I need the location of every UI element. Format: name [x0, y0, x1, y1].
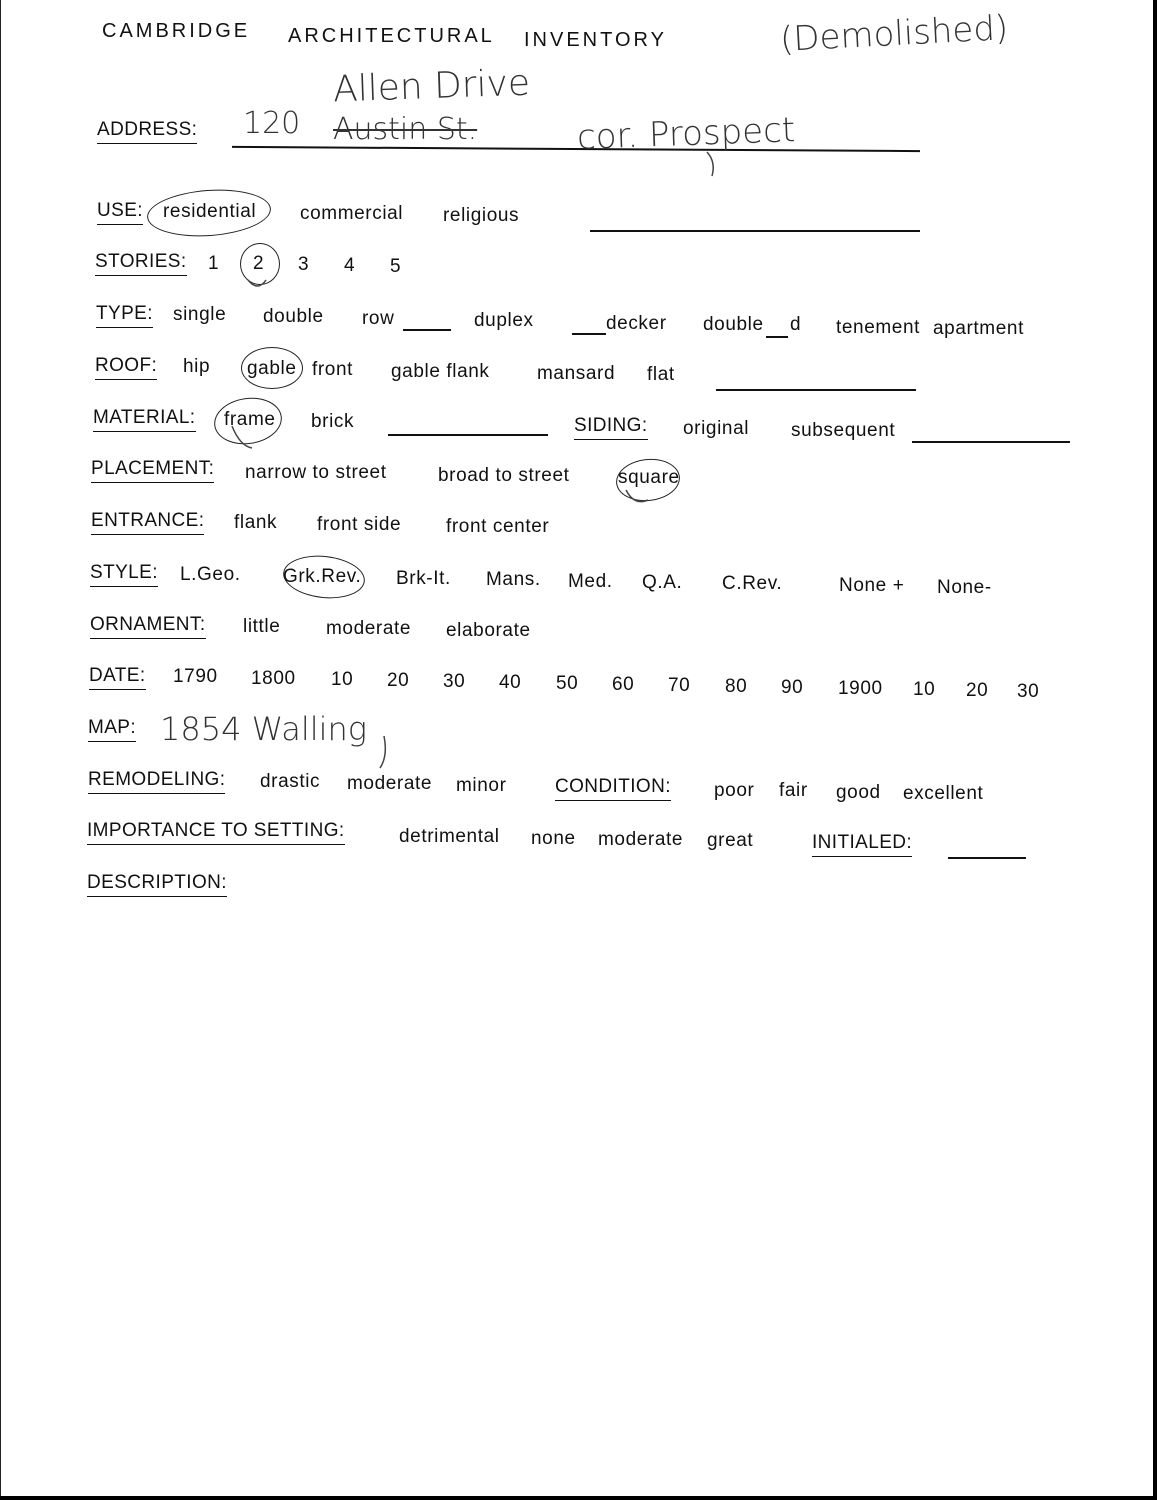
- use-option-religious: religious: [443, 205, 520, 226]
- use-option-commercial: commercial: [300, 203, 404, 224]
- stories-label: STORIES:: [95, 251, 187, 272]
- condition-label: CONDITION:: [555, 776, 671, 797]
- stories-option-3: 3: [298, 254, 310, 275]
- condition-option-poor: poor: [714, 780, 755, 801]
- initialed-label: INITIALED:: [812, 832, 913, 853]
- ornament-option-little: little: [243, 616, 281, 637]
- date-option-1810: 10: [331, 669, 354, 690]
- condition-option-excellent: excellent: [903, 783, 984, 804]
- date-option-1840: 40: [499, 672, 522, 693]
- remodeling-label: REMODELING:: [88, 769, 226, 790]
- address-number: 120: [243, 106, 301, 141]
- use-label: USE:: [97, 200, 143, 221]
- importance-option-none: none: [531, 828, 576, 849]
- siding-label: SIDING:: [574, 415, 648, 436]
- date-option-1890: 90: [781, 677, 804, 698]
- use-option-residential: residential: [163, 201, 257, 222]
- header-cambridge: CAMBRIDGE: [102, 20, 251, 42]
- importance-option-moderate: moderate: [598, 829, 684, 850]
- ornament-option-elaborate: elaborate: [446, 620, 531, 641]
- condition-option-good: good: [836, 782, 881, 803]
- style-option-qa: Q.A.: [642, 572, 683, 593]
- style-option-lgeo: L.Geo.: [180, 564, 241, 585]
- type-label: TYPE:: [96, 303, 153, 324]
- placement-option-square: square: [618, 467, 680, 488]
- date-option-1820: 20: [387, 670, 410, 691]
- date-option-1880: 80: [725, 676, 748, 697]
- roof-option-gable-flank: gable flank: [391, 361, 490, 382]
- date-option-1870: 70: [668, 675, 691, 696]
- type-option-tenement: tenement: [836, 317, 921, 338]
- date-option-1910: 10: [913, 679, 936, 700]
- date-option-1850: 50: [556, 673, 579, 694]
- ink-mark-walling-tail: [380, 736, 385, 768]
- page-edge-left: [0, 0, 1, 1500]
- type-option-apartment: apartment: [933, 318, 1024, 339]
- roof-option-mansard: mansard: [537, 363, 616, 384]
- stories-option-2: 2: [253, 253, 265, 274]
- roof-option-front: front: [312, 359, 354, 380]
- date-option-1860: 60: [612, 674, 635, 695]
- roof-other-line: [716, 389, 916, 391]
- remodeling-option-minor: minor: [456, 775, 507, 796]
- style-option-none-minus: None-: [937, 577, 992, 598]
- description-label: DESCRIPTION:: [87, 872, 227, 893]
- date-option-1920: 20: [966, 680, 989, 701]
- stories-option-4: 4: [344, 255, 356, 276]
- date-option-1930: 30: [1017, 681, 1040, 702]
- ornament-label: ORNAMENT:: [90, 614, 206, 635]
- roof-option-gable: gable: [247, 358, 297, 379]
- type-option-duplex: duplex: [474, 310, 534, 331]
- roof-label: ROOF:: [95, 355, 158, 376]
- material-option-frame: frame: [224, 409, 276, 430]
- date-option-1900: 1900: [838, 678, 883, 699]
- address-street-correction: Allen Drive: [332, 62, 531, 111]
- type-option-decker: decker: [606, 313, 667, 334]
- use-other-line: [590, 230, 920, 232]
- ink-mark-stories-tail: [248, 280, 266, 286]
- header-inventory: INVENTORY: [524, 29, 667, 51]
- material-label: MATERIAL:: [93, 407, 196, 428]
- importance-option-great: great: [707, 830, 754, 851]
- type-option-double: double: [263, 306, 324, 327]
- style-option-grkrev: Grk.Rev.: [283, 566, 362, 587]
- date-option-1830: 30: [443, 671, 466, 692]
- material-option-brick: brick: [311, 411, 355, 432]
- siding-option-subsequent: subsequent: [791, 420, 896, 441]
- style-label: STYLE:: [90, 562, 158, 583]
- siding-option-original: original: [683, 418, 750, 439]
- style-option-med: Med.: [568, 571, 613, 592]
- material-other-line: [388, 434, 548, 436]
- entrance-label: ENTRANCE:: [91, 510, 205, 531]
- address-label: ADDRESS:: [97, 119, 198, 140]
- style-option-mans: Mans.: [486, 569, 541, 590]
- ink-mark-square-tail: [626, 490, 648, 502]
- type-option-row: row: [362, 308, 395, 329]
- roof-option-flat: flat: [647, 364, 675, 385]
- type-decker-blank: [572, 333, 606, 335]
- type-double-d-blank: [766, 336, 788, 338]
- importance-label: IMPORTANCE TO SETTING:: [87, 820, 345, 841]
- date-option-1800: 1800: [251, 668, 296, 689]
- placement-option-narrow: narrow to street: [245, 462, 387, 483]
- roof-option-hip: hip: [183, 356, 211, 377]
- header-architectural: ARCHITECTURAL: [288, 25, 495, 47]
- importance-option-detrimental: detrimental: [399, 826, 500, 847]
- date-option-1790: 1790: [173, 666, 218, 687]
- style-option-none-plus: None +: [839, 575, 905, 596]
- type-option-double-d: double: [703, 314, 764, 335]
- entrance-option-flank: flank: [234, 512, 278, 533]
- entrance-option-front-center: front center: [446, 516, 550, 537]
- style-option-brkit: Brk-It.: [396, 568, 451, 589]
- page-edge-right: [1153, 0, 1157, 1500]
- handwritten-demolished-note: (Demolished): [779, 8, 1010, 60]
- remodeling-option-moderate: moderate: [347, 773, 433, 794]
- ink-mark-prospect-tail: [707, 152, 713, 176]
- page-edge-bottom: [0, 1496, 1157, 1500]
- condition-option-fair: fair: [779, 780, 808, 801]
- initialed-line: [948, 857, 1026, 859]
- placement-label: PLACEMENT:: [91, 458, 215, 479]
- type-option-d: d: [790, 314, 802, 335]
- map-label: MAP:: [88, 717, 137, 738]
- remodeling-option-drastic: drastic: [260, 771, 321, 792]
- type-row-blank: [403, 329, 451, 331]
- address-street-struck: Austin St.: [333, 112, 478, 147]
- stories-option-5: 5: [390, 256, 402, 277]
- map-value: 1854 Walling: [160, 710, 367, 748]
- stories-option-1: 1: [208, 253, 220, 274]
- entrance-option-front-side: front side: [317, 514, 402, 535]
- placement-option-broad: broad to street: [438, 465, 570, 486]
- type-option-single: single: [173, 304, 227, 325]
- style-option-crev: C.Rev.: [722, 573, 783, 594]
- ornament-option-moderate: moderate: [326, 618, 412, 639]
- address-corner: cor. Prospect: [576, 110, 796, 158]
- siding-other-line: [912, 441, 1070, 443]
- date-label: DATE:: [89, 665, 146, 686]
